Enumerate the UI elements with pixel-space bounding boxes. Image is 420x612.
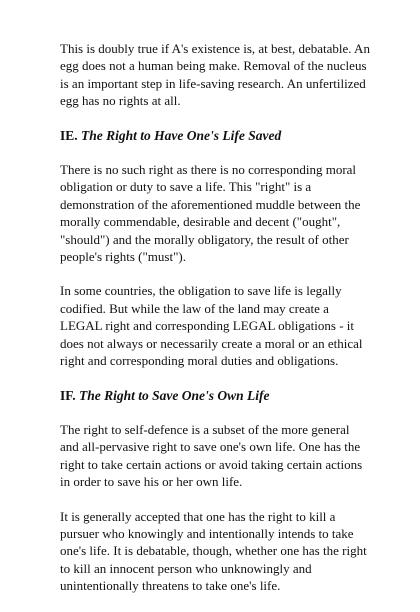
document-page — [60, 40, 370, 612]
section-heading-ie — [60, 127, 370, 144]
section-ie-paragraph-1: There is no such right as there is no corresponding moral obligation or duty to save a life. This "right" is a demonstration of the aforementioned muddle between the morally commendable, desirable and decent ("ought", "should") and the morally obligatory, the result of other people's rights ("must"). — [60, 162, 361, 265]
section-ie-paragraph-2: In some countries, the obligation to save life is legally codified. But while the law of the land may create a LEGAL right and corresponding LEGAL obligations - it does not always or necessarily create a moral or an ethical right and corresponding moral duties and obligations. — [60, 283, 363, 369]
section-number: IF. — [60, 387, 76, 403]
section-number: IE. — [60, 127, 78, 143]
section-heading-if — [60, 387, 370, 404]
section-title: The Right to Save One's Own Life — [79, 387, 270, 403]
section-if-paragraph-2: It is generally accepted that one has the right to kill a pursuer who knowingly and intentionally intends to take one's life. It is debatable, though, whether one has the right to kill an innocent person who unknowingly and unintentionally threatens to take one's life. — [60, 508, 367, 594]
section-if-paragraph-1: The right to self-defence is a subset of the more general and all-pervasive right to save one's own life. One has the right to take certain actions or avoid taking certain actions in order to save his or her own life. — [60, 421, 363, 490]
section-title: The Right to Have One's Life Saved — [81, 127, 282, 143]
intro-paragraph: This is doubly true if A's existence is, at best, debatable. An egg does not a human being make. Removal of the nucleus is an important step in life-saving research. An unfertilized egg has no rights at all. — [60, 41, 370, 109]
